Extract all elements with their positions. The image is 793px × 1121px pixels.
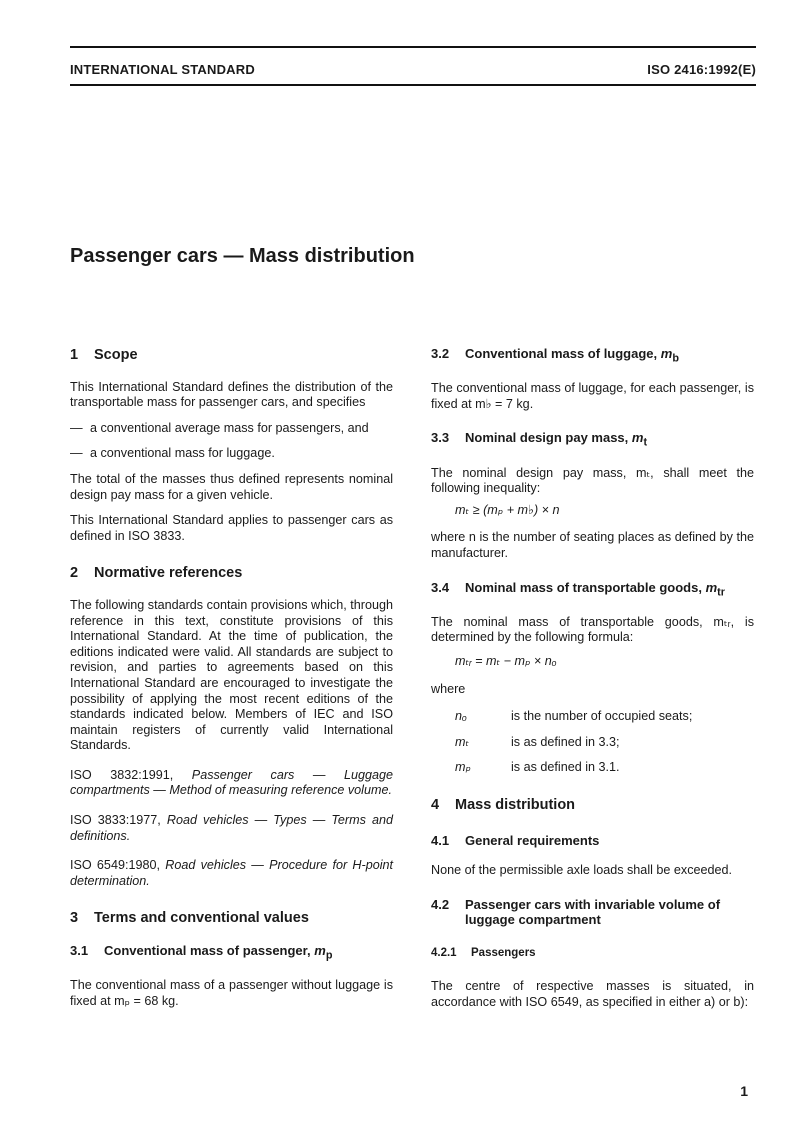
header-top-rule xyxy=(70,46,756,48)
list-item-text: a conventional mass for luggage. xyxy=(90,446,275,461)
formula: mₜ ≥ (mₚ + m♭) × n xyxy=(455,502,560,517)
reference-id: ISO 6549:1980, xyxy=(70,858,160,873)
paragraph: This International Standard applies to passenger cars as defined in ISO 3833. xyxy=(70,513,393,543)
symbol-subscript: t xyxy=(643,436,648,449)
reference-title: Road vehicles — Procedure for H-point determination. xyxy=(70,858,394,888)
section-3-3-heading xyxy=(431,430,754,451)
definition-row xyxy=(431,735,754,751)
section-title: Passenger cars with invariable volume of luggage compartment xyxy=(465,896,721,928)
section-title: Nominal design pay mass, xyxy=(465,430,629,446)
section-title: Scope xyxy=(94,347,138,363)
left-column xyxy=(70,348,393,1019)
list-item xyxy=(70,446,393,462)
section-title: Conventional mass of passenger, xyxy=(104,943,311,959)
reference-title: Passenger cars — Luggage compartments — Method of measuring reference volume. xyxy=(70,767,393,798)
section-4-1-heading xyxy=(431,833,754,849)
reference-id: ISO 3833:1977, xyxy=(70,813,161,828)
section-3-1-heading xyxy=(70,943,393,964)
reference-title: Road vehicles — Types — Terms and definitions. xyxy=(70,813,393,843)
section-number: 1 xyxy=(70,347,79,363)
section-3-4-heading xyxy=(431,580,754,601)
paragraph: The total of the masses thus defined represents nominal design pay mass for a given vehicle. xyxy=(70,471,393,502)
section-number: 2 xyxy=(70,565,79,582)
reference-item xyxy=(70,858,393,889)
header-bottom-rule xyxy=(70,84,756,86)
definition-row xyxy=(431,760,754,776)
section-title: General requirements xyxy=(465,833,600,849)
definition-symbol: mₚ xyxy=(455,760,471,775)
paragraph: The following standards contain provisions which, through reference in this text, constitute provisions of this International Standard. At the time of publication, the editions indicated were valid. All standards are subject to revision, and parties to agreements based on this International Standard are encouraged to investigate the possibility of applying the most recent editions of the standards indicated below. Members of IEC and ISO maintain registers of currently valid International Standards. xyxy=(70,597,393,753)
section-number: 3.3 xyxy=(431,430,450,446)
section-title: Nominal mass of transportable goods, xyxy=(465,579,702,595)
document-title: Passenger cars — Mass distribution xyxy=(70,245,415,267)
reference-id: ISO 3832:1991, xyxy=(70,767,174,782)
list-item-text: a conventional average mass for passengers, and xyxy=(90,420,369,435)
section-number: 4.1 xyxy=(431,833,450,849)
definition-symbol: nₒ xyxy=(455,709,467,724)
paragraph: This International Standard defines the distribution of the transportable mass for passenger cars, and specifies xyxy=(70,379,393,410)
section-title: Conventional mass of luggage, xyxy=(465,346,658,361)
paragraph: The nominal mass of transportable goods, mₜᵣ, is determined by the following formula: xyxy=(431,614,754,645)
paragraph: The conventional mass of luggage, for each passenger, is fixed at m♭ = 7 kg. xyxy=(431,381,754,411)
symbol-subscript: b xyxy=(672,352,679,365)
paragraph: The centre of respective masses is situated, in accordance with ISO 6549, as specified in either a) or b): xyxy=(431,979,754,1010)
section-title: Passengers xyxy=(471,946,536,959)
paragraph: The nominal design pay mass, mₜ, shall meet the following inequality: xyxy=(431,465,754,496)
symbol-subscript: tr xyxy=(717,586,725,599)
section-number: 4.2.1 xyxy=(431,946,457,959)
section-number: 3.1 xyxy=(70,943,89,959)
section-number: 3 xyxy=(70,910,79,927)
section-number: 4 xyxy=(431,796,440,813)
definition-text: is the number of occupied seats; xyxy=(511,709,693,724)
section-title: Terms and conventional values xyxy=(94,910,309,927)
section-title: Mass distribution xyxy=(455,796,576,813)
definition-text: is as defined in 3.3; xyxy=(511,734,620,749)
paragraph: None of the permissible axle loads shall be exceeded. xyxy=(431,863,733,878)
header-left: INTERNATIONAL STANDARD xyxy=(70,62,255,77)
section-2-heading xyxy=(70,566,393,582)
section-3-2-heading xyxy=(431,346,754,367)
paragraph: The conventional mass of a passenger without luggage is fixed at mₚ = 68 kg. xyxy=(70,978,393,1008)
reference-item xyxy=(70,768,393,799)
section-number: 3.4 xyxy=(431,579,450,595)
section-3-heading xyxy=(70,911,393,927)
section-number: 3.2 xyxy=(431,346,450,361)
symbol: m xyxy=(705,579,718,595)
page-number: 1 xyxy=(740,1083,748,1099)
symbol: m xyxy=(631,430,644,446)
where-label: where xyxy=(431,681,466,696)
right-column xyxy=(431,346,754,1021)
header-right: ISO 2416:1992(E) xyxy=(647,62,756,77)
formula: mₜᵣ = mₜ − mₚ × nₒ xyxy=(455,653,557,668)
definition-text: is as defined in 3.1. xyxy=(511,760,620,775)
section-1-heading xyxy=(70,348,393,364)
dash-marker: — xyxy=(70,446,83,461)
section-number: 4.2 xyxy=(431,896,450,912)
list-item xyxy=(70,421,393,437)
dash-marker: — xyxy=(70,420,83,435)
section-4-2-1-heading xyxy=(431,946,754,962)
reference-item xyxy=(70,813,393,844)
section-4-2-heading xyxy=(431,897,754,928)
section-4-heading xyxy=(431,798,754,814)
symbol-subscript: p xyxy=(325,949,333,962)
definition-row xyxy=(431,709,754,725)
symbol: m xyxy=(314,943,326,959)
definition-symbol: mₜ xyxy=(455,734,470,749)
symbol: m xyxy=(660,346,673,361)
section-title: Normative references xyxy=(94,565,243,582)
paragraph: where n is the number of seating places as defined by the manufacturer. xyxy=(431,530,754,560)
